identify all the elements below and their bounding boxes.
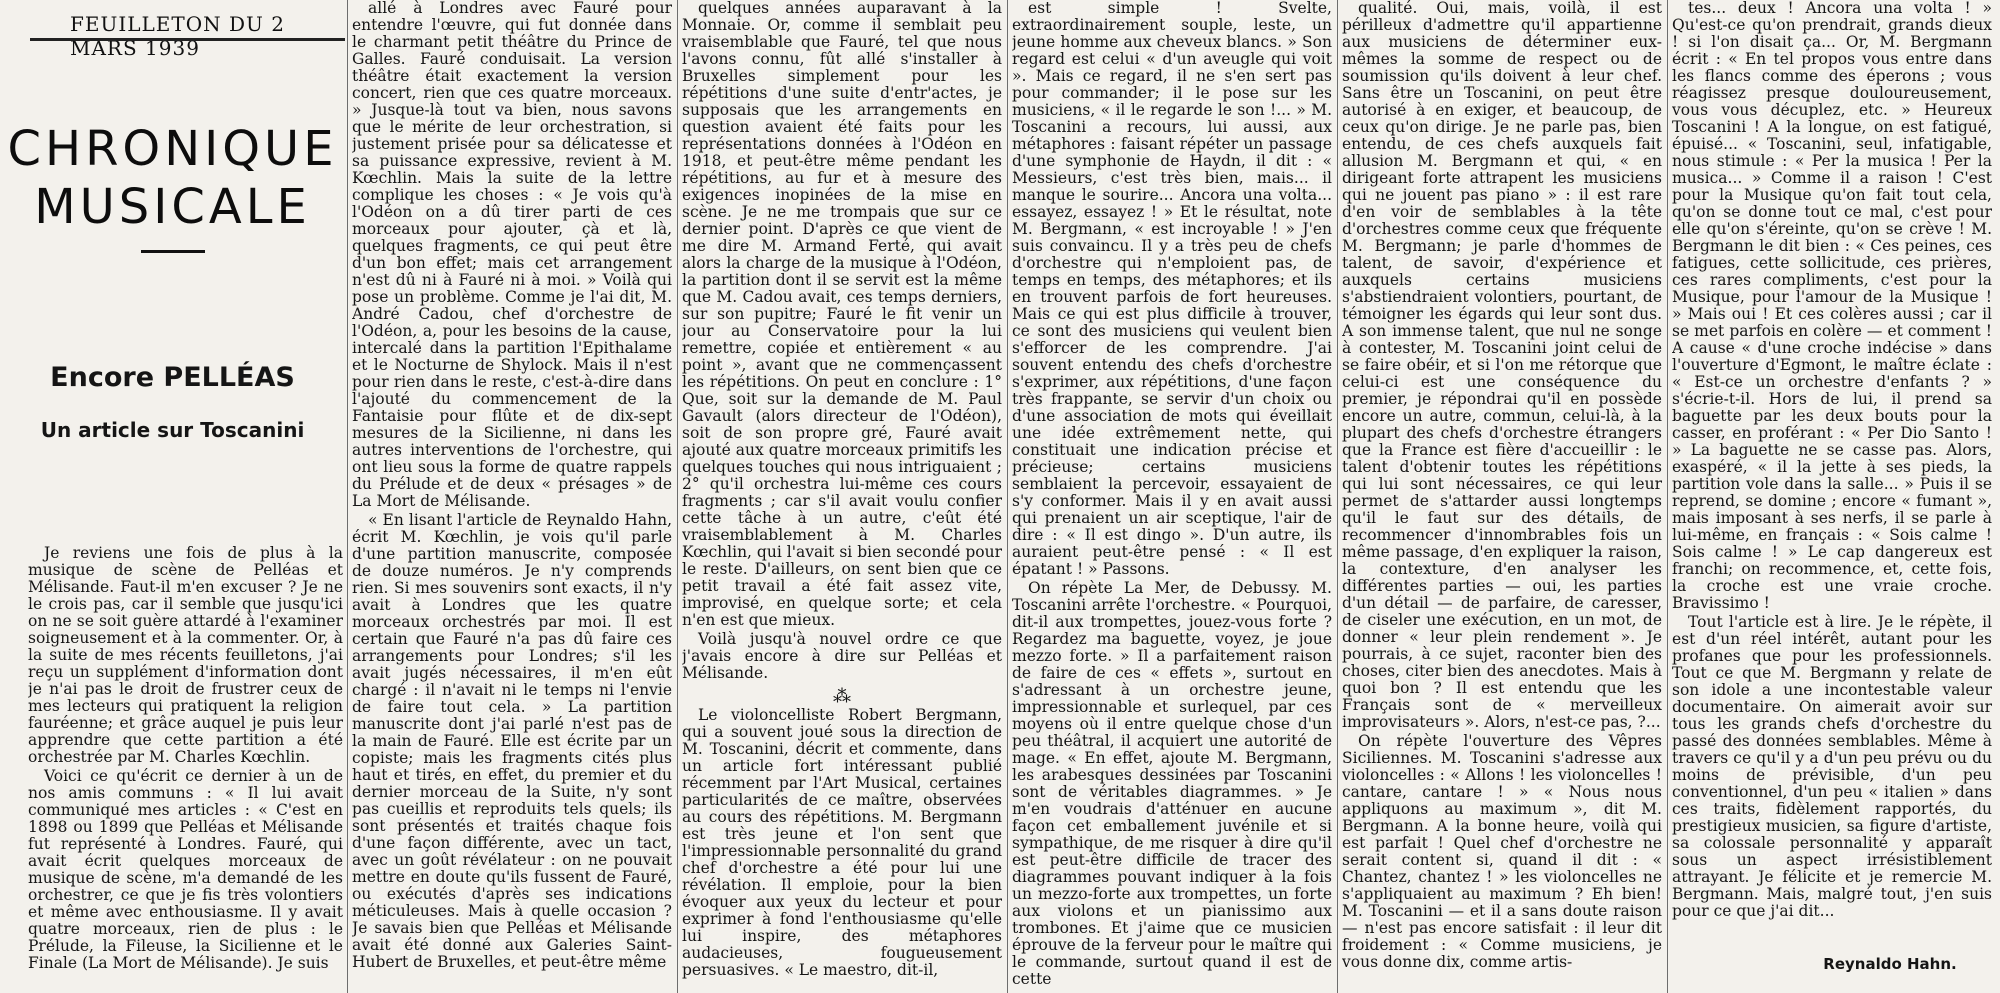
paragraph: Voici ce qu'écrit ce dernier à un de nos amis communs : « Il lui avait communiqué mes articles : « C'est en 1898 ou 1899 que Pelléas et Mélisande fut représenté à Londres. Fauré, qui avait écrit quelques morceaux de musique de scène, m'a demandé de les orchestrer, ce que je fis très volontiers et même avec enthousiasme. Il y avait quatre morceaux, rien de plus : le Prélude, la Fileuse, la Sicilienne et le Finale (La Mort de Mélisande). Je suis bbox=[28, 767, 343, 972]
paragraph: On répète La Mer, de Debussy. M. Toscanini arrête l'orchestre. « Pourquoi, dit-il aux trompettes, jouez-vous forte ? Regardez ma baguette, voyez, je joue mezzo forte. » Il a parfaitement raison de faire de ces « effets », surtout en s'adressant à un orchestre jeune, impressionnable et surlequel, par ces moyens où il entre quelque chose d'un peu théâtral, il acquiert une autorité de mage. « En effet, ajoute M. Bergmann, les arabesques dessinées par Toscanini sont de véritables diagrammes. » Je m'en voudrais d'atténuer en aucune façon cet emballement juvénile et si sympathique, de me risquer à dire qu'il est peut-être difficile de tracer des diagrammes pouvant indiquer à la fois un mezzo-forte aux trompettes, un forte aux violons et un pianissimo aux trombones. Et j'aime que ce musicien éprouve de la ferveur pour le maître qui le commande, surtout quand il est de cette bbox=[1012, 579, 1332, 988]
paragraph: Je reviens une fois de plus à la musique de scène de Pelléas et Mélisande. Faut-il m'en excuser ? Je ne le crois pas, car il semble que jusqu'ici on ne se soit guère attardé à l'examiner soigneusement et à la commenter. Or, à la suite de mes récents feuilletons, j'ai reçu un supplément d'information dont je n'ai pas le droit de frustrer ceux de mes lecteurs qui pratiquent la religion fauréenne; et grâce auquel je puis leur apprendre que cette partition a été orchestrée par M. Charles Kœchlin. bbox=[28, 545, 343, 766]
text-column-2 bbox=[352, 0, 672, 993]
column-divider bbox=[1667, 0, 1668, 993]
masthead-rule bbox=[141, 250, 205, 253]
column-divider bbox=[677, 0, 678, 993]
paragraph: Tout l'article est à lire. Je le répète, il est d'un réel intérêt, autant pour les profanes que pour les professionnels. Tout ce que M. Bergmann y relate de son idole a une incontestable valeur documentaire. On aimerait avoir sur tous les grands chefs d'orchestre du passé des données semblables. Même à travers ce qu'il y a d'un peu prévu ou du moins de prévisible, d'un peu conventionnel, d'un peu « italien » dans ces traits, fidèlement rapportés, du prestigieux musicien, sa figure d'artiste, sa colossale personnalité y apparaît sous un aspect irrésistiblement attrayant. Je félicite et je remercie M. Bergmann. Mais, malgré tout, j'en suis pour ce que j'ai dit... bbox=[1672, 613, 1992, 920]
column-divider bbox=[347, 0, 348, 993]
paragraph: quelques années auparavant à la Monnaie. Or, comme il semblait peu vraisemblable que Fauré, tel que nous l'avons connu, fût allé s'installer à Bruxelles simplement pour les répétitions d'une suite d'entr'actes, je supposais que les arrangements en question avaient été faits pour les représentations données à l'Odéon en 1918, et peut-être même pendant les répétitions, au fur et à mesure des exigences inopinées de la mise en scène. Je ne me trompais que sur ce dernier point. D'après ce que vient de me dire M. Armand Ferté, qui avait alors la charge de la musique à l'Odéon, la partition dont il se servit est la même que M. Cadou avait, ces temps derniers, sur son pupitre; Fauré le fit venir un jour au Conservatoire pour la lui remettre, copiée et entièrement « au point », avant que ne commençassent les répétitions. On peut en conclure : 1° Que, soit sur la demande de M. Paul Gavault (alors directeur de l'Odéon), soit de son propre gré, Fauré avait ajouté aux quatre morceaux primitifs les quelques touches qui nous intriguaient ; 2° qu'il orchestra lui-même ces cours fragments ; car s'il avait voulu confier cette tâche à un autre, c'eût été vraisemblablement à M. Charles Kœchlin, qui l'avait si bien secondé pour le reste. D'ailleurs, on sent bien que ce petit travail a été fait assez vite, improvisé, en quelque sorte; et cela n'en est que mieux. bbox=[682, 0, 1002, 629]
column-divider bbox=[1007, 0, 1008, 993]
article-title: Encore PELLÉAS bbox=[50, 362, 295, 393]
header-rule bbox=[30, 38, 345, 41]
paragraph: tes... deux ! Ancora una volta ! » Qu'est-ce qu'on prendrait, grands dieux ! si l'on disait ça... Or, M. Bergmann écrit : « En tel propos vous entre dans les flancs comme des éperons ; vous réagissez presque douloureusement, vous vous décuplez, etc. » Heureux Toscanini ! A la longue, on est fatigué, épuisé... « Toscanini, seul, infatigable, nous stimule : « Per la musica ! Per la musica... » Comme il a raison ! C'est pour la Musique qu'on fait tout cela, qu'on se donne tout ce mal, c'est pour elle qu'on s'éreinte, qu'on se crève ! M. Bergmann le dit bien : « Ces peines, ces fatigues, cette sollicitude, ces prières, ces rares compliments, c'est pour la Musique, pour l'amour de la Musique ! » Mais oui ! Et ces colères aussi ; car il se met parfois en colère — et comment ! A cause « d'une croche indécise » dans l'ouverture d'Egmont, le maître éclate : « Est-ce un orchestre d'enfants ? » s'écrie-t-il. Hors de lui, il prend sa baguette par les deux bouts pour la casser, en proférant : « Per Dio Santo ! » La baguette ne se casse pas. Alors, exaspéré, « il la jette à ses pieds, la partition vole dans la salle... » Puis il se reprend, se domine ; encore « fumant », mais imposant à ses nerfs, il se parle à lui-même, en français : « Sois calme ! Sois calme ! » Le cap dangereux est franchi; on recommence, et, cette fois, la croche est une vraie croche. Bravissimo ! bbox=[1672, 0, 1992, 612]
section-title-line2: MUSICALE bbox=[34, 179, 311, 235]
text-column-3 bbox=[682, 0, 1002, 993]
paragraph: est simple ! Svelte, extraordinairement souple, leste, un jeune homme aux cheveux blancs. » Son regard est celui « d'un aveugle qui voit ». Mais ce regard, il ne s'en sert pas pour commander; il le pose sur les musiciens, « il le regarde le son !... » M. Toscanini a recours, lui aussi, aux métaphores : faisant répéter un passage d'une symphonie de Haydn, il dit : « Messieurs, c'est très bien, mais... il manque le sourire... Ancora una volta... essayez, essayez ! » Et le résultat, note M. Bergmann, « est incroyable ! » J'en suis convaincu. Il y a très peu de chefs d'orchestre qui n'emploient pas, de temps en temps, des métaphores; et ils en trouvent parfois de fort heureuses. Mais ce qui est plus difficile à trouver, ce sont des musiciens qui veulent bien s'efforcer de les comprendre. J'ai souvent entendu des chefs d'orchestre s'exprimer, aux répétitions, d'une façon très frappante, se servir d'un choix ou d'une association de mots qui éveillait une idée extrêmement nette, qui constituait une indication précise et précieuse; certains musiciens semblaient la percevoir, essayaient de s'y conformer. Mais il y en avait aussi qui prenaient un air sceptique, l'air de dire : « Il est dingo ». D'un autre, ils auraient peut-être pensé : « Il est épatant ! » Passons. bbox=[1012, 0, 1332, 578]
paragraph: « En lisant l'article de Reynaldo Hahn, écrit M. Kœchlin, je vois qu'il parle d'une partition manuscrite, composée de douze numéros. Je n'y comprends rien. Si mes souvenirs sont exacts, il n'y avait à Londres que les quatre morceaux orchestrés par moi. Il est certain que Fauré n'a pas dû faire ces arrangements pour Londres; s'il les avait jugés nécessaires, il m'en eût chargé : il n'avait ni le temps ni l'envie de faire tout cela. » La partition manuscrite dont j'ai parlé n'est pas de la main de Fauré. Elle est écrite par un copiste; mais les fragments cités plus haut et tirés, en effet, du premier et du dernier morceau de la Suite, n'y sont pas cueillis et reproduits tels quels; ils sont présentés et traités chaque fois d'une façon différente, avec un tact, avec un goût révélateur : on ne pouvait mettre en doute qu'ils fussent de Fauré, ou exécutés d'après ses indications méticuleuses. Mais à quelle occasion ? Je savais bien que Pelléas et Mélisande avait été donné aux Galeries Saint-Hubert de Bruxelles, et peut-être même bbox=[352, 511, 672, 971]
column-divider bbox=[1337, 0, 1338, 993]
section-masthead bbox=[0, 120, 345, 253]
feuilleton-header bbox=[0, 0, 345, 60]
article-subtitle: Un article sur Toscanini bbox=[40, 418, 305, 442]
paragraph: Voilà jusqu'à nouvel ordre ce que j'avais encore à dire sur Pelléas et Mélisande. bbox=[682, 630, 1002, 682]
text-column-5 bbox=[1342, 0, 1662, 993]
text-column-1 bbox=[28, 545, 343, 993]
text-column-6 bbox=[1672, 0, 1992, 950]
section-title-line1: CHRONIQUE bbox=[7, 121, 338, 177]
paragraph: qualité. Oui, mais, voilà, il est périlleux d'admettre qu'il appartienne aux musiciens de déterminer eux-mêmes la somme de respect ou de soumission qu'ils doivent à leur chef. Sans être un Toscanini, on peut être autorisé à en exiger, et beaucoup, de ceux qu'on dirige. Je ne parle pas, bien entendu, de ces chefs auxquels fait allusion M. Bergmann et qui, « en dirigeant forte attrapent les musiciens qui ne jouent pas piano » : il est rare d'en voir de semblables à la tête d'orchestres comme ceux que fréquente M. Bergmann; je parle d'hommes de talent, de savoir, d'expérience et auxquels certains musiciens s'abstiendraient volontiers, pourtant, de témoigner les égards qui leur sont dus. A son immense talent, que nul ne songe à contester, M. Toscanini joint celui de se faire obéir, et si l'on me rétorque que celui-ci est une conséquence du premier, je répondrai qu'il en possède encore un autre, commun, celui-là, à la plupart des chefs d'orchestre étrangers que la France est fière d'accueillir : le talent d'obtenir toutes les répétitions qui lui sont nécessaires, ce qui leur permet de s'attarder aussi longtemps qu'il le faut sur des détails, de recommencer d'innombrables fois un même passage, d'en expliquer la raison, la contexture, d'en analyser les différentes parties — oui, les parties d'un détail — de parfaire, de caresser, de ciseler une exécution, en un mot, de donner « leur plein rendement ». Je pourrais, à ce sujet, raconter bien des choses, citer bien des anecdotes. Mais à quoi bon ? Il est entendu que les Français sont de « merveilleux improvisateurs ». Alors, n'est-ce pas, ?... bbox=[1342, 0, 1662, 731]
paragraph: allé à Londres avec Fauré pour entendre l'œuvre, qui fut donnée dans le charmant petit théâtre du Prince de Galles. Fauré conduisait. La version théâtre était exactement la version concert, rien que ces quatre morceaux. » Jusque-là tout va bien, nous savons que le mérite de leur orchestration, si justement prisée pour sa délicatesse et sa puissance expressive, revient à M. Kœchlin. Mais la suite de la lettre complique les choses : « Je vois qu'à l'Odéon on a dû tirer parti de ces morceaux pour ajouter, çà et là, quelques fragments, ce qui peut être d'un bon effet; mais cet arrangement n'est dû ni à Fauré ni à moi. » Voilà qui pose un problème. Comme je l'ai dit, M. André Cadou, chef d'orchestre de l'Odéon, a, pour les besoins de la cause, intercalé dans la partition l'Epithalame et le Nocturne de Shylock. Mais il n'est pour rien dans le reste, c'est-à-dire dans l'ajouté du commencement de la Fantaisie pour flûte et de dix-sept mesures de la Sicilienne, ni dans les autres interventions de l'orchestre, qui ont lieu sous la forme de quatre rappels du Prélude et de deux « présages » de La Mort de Mélisande. bbox=[352, 0, 672, 510]
author-signature: Reynaldo Hahn. bbox=[1823, 955, 1957, 973]
feuilleton-date: FEUILLETON DU 2 MARS 1939 bbox=[70, 12, 285, 60]
text-column-4 bbox=[1012, 0, 1332, 993]
paragraph: Le violoncelliste Robert Bergmann, qui a souvent joué sous la direction de M. Toscanini, décrit et commente, dans un article fort intéressant publié récemment par l'Art Musical, certaines particularités de ce maître, observées au cours des répétitions. M. Bergmann est très jeune et l'on sent que l'impressionnable personnalité du grand chef d'orchestre a été pour lui une révélation. Il emploie, pour la bien évoquer aux yeux du lecteur et pour exprimer à fond l'enthousiasme qu'elle lui inspire, des métaphores audacieuses, fougueusement persuasives. « Le maestro, dit-il, bbox=[682, 706, 1002, 979]
asterism-separator: ⁂ bbox=[833, 686, 851, 707]
paragraph: On répète l'ouverture des Vêpres Siciliennes. M. Toscanini s'adresse aux violoncelles : « Allons ! les violoncelles ! cantare, cantare ! » « Nous nous appliquons au maximum », dit M. Bergmann. A la bonne heure, voilà qui est parfait ! Quel chef d'orchestre ne serait content si, quand il dit : « Chantez, chantez ! » les violoncelles ne s'appliquaient au maximum ? Eh bien! M. Toscanini — et il a sans doute raison — n'est pas encore satisfait : il leur dit froidement : « Comme musiciens, je vous donne dix, comme artis- bbox=[1342, 732, 1662, 971]
